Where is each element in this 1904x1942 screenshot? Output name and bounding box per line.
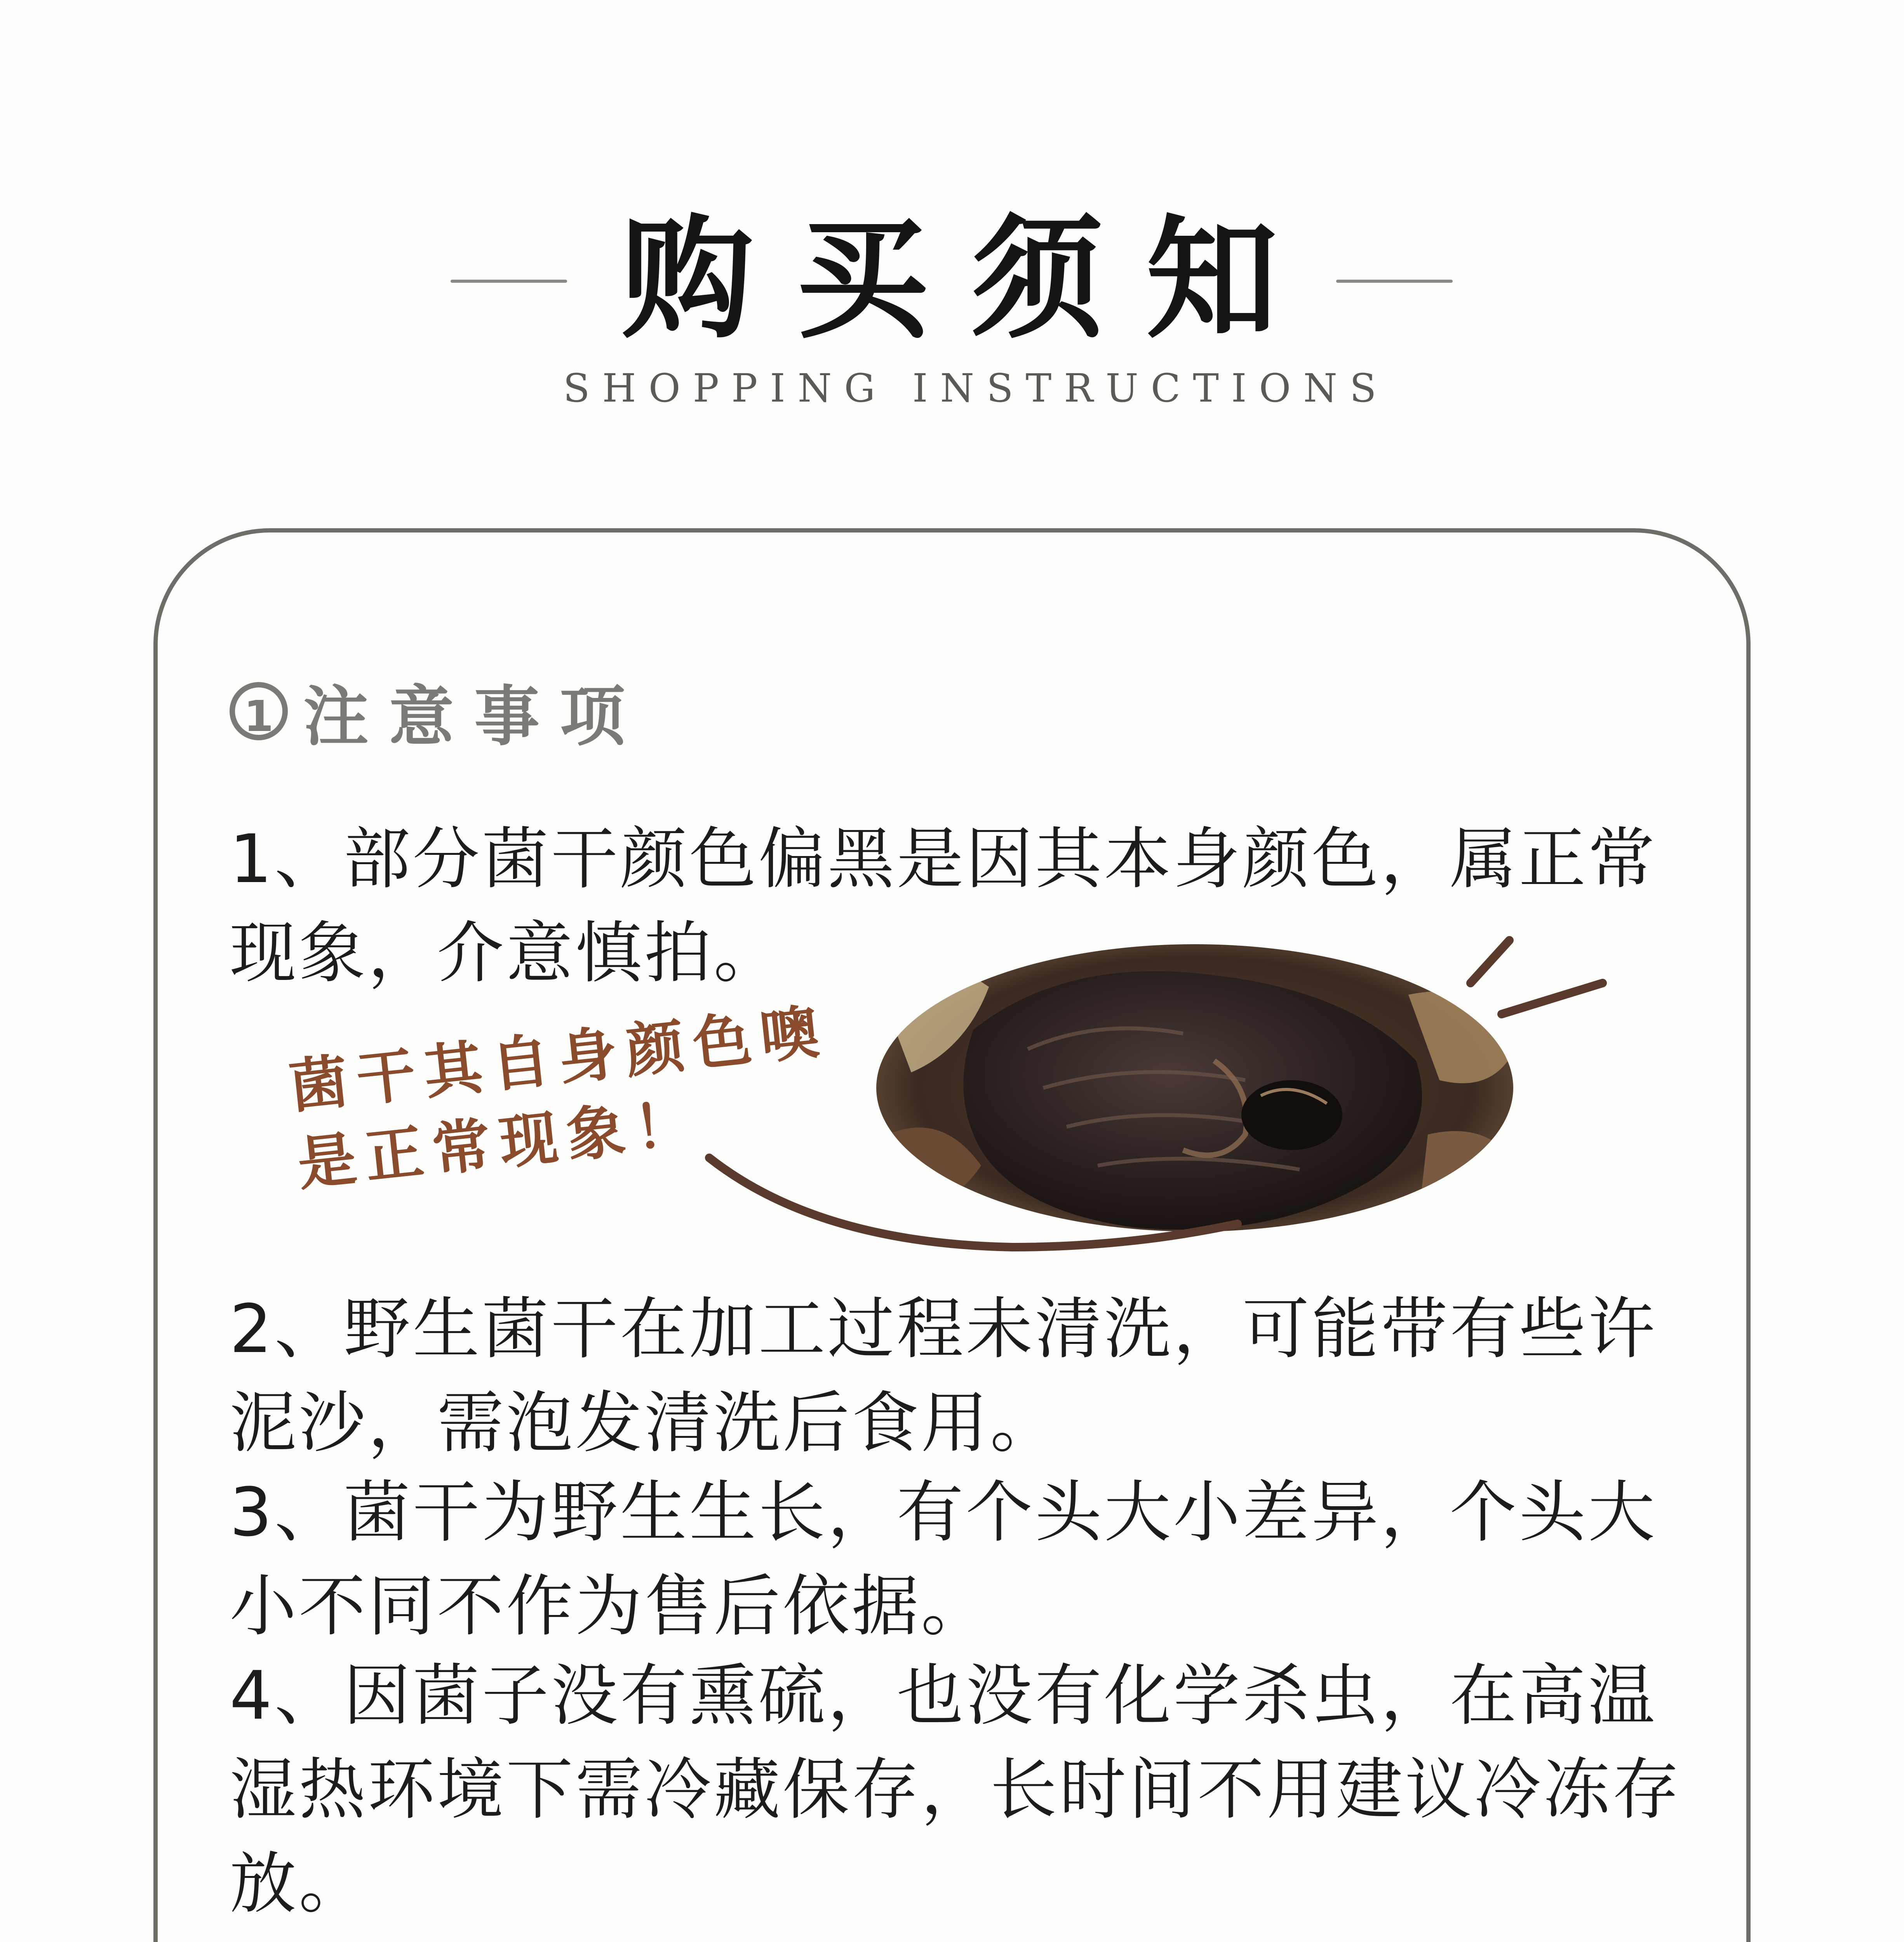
note-item-3: 3、菌干为野生生长，有个头大小差异，个头大小不同不作为售后依据。 — [230, 1473, 1657, 1645]
header-left-rule — [451, 280, 567, 283]
instructions-card — [153, 528, 1751, 1942]
note-item-1: 1、部分菌干颜色偏黑是因其本身颜色，属正常现象，介意慎拍。 — [230, 820, 1657, 992]
section-title: 注意事项 — [303, 678, 645, 755]
page-subtitle: SHOPPING INSTRUCTIONS — [563, 365, 1389, 411]
emphasis-marks-icon — [1455, 917, 1618, 1053]
section-heading-precautions — [230, 672, 645, 755]
header-right-rule — [1336, 280, 1453, 283]
curved-arrow-icon — [701, 1135, 1284, 1270]
page-title: 购买须知 — [621, 203, 1321, 357]
callout-line-1: 菌干其自身颜色噢 — [286, 997, 831, 1121]
callout-line-2: 是正常现象！ — [294, 1089, 705, 1199]
note-item-2: 2、野生菌干在加工过程未清洗，可能带有些许泥沙，需泡发清洗后食用。 — [230, 1290, 1657, 1462]
section-number-badge: 1 — [230, 682, 288, 740]
note-item-4: 4、因菌子没有熏硫，也没有化学杀虫，在高温湿热环境下需冷藏保存，长时间不用建议冷冻存放。 — [230, 1657, 1681, 1923]
